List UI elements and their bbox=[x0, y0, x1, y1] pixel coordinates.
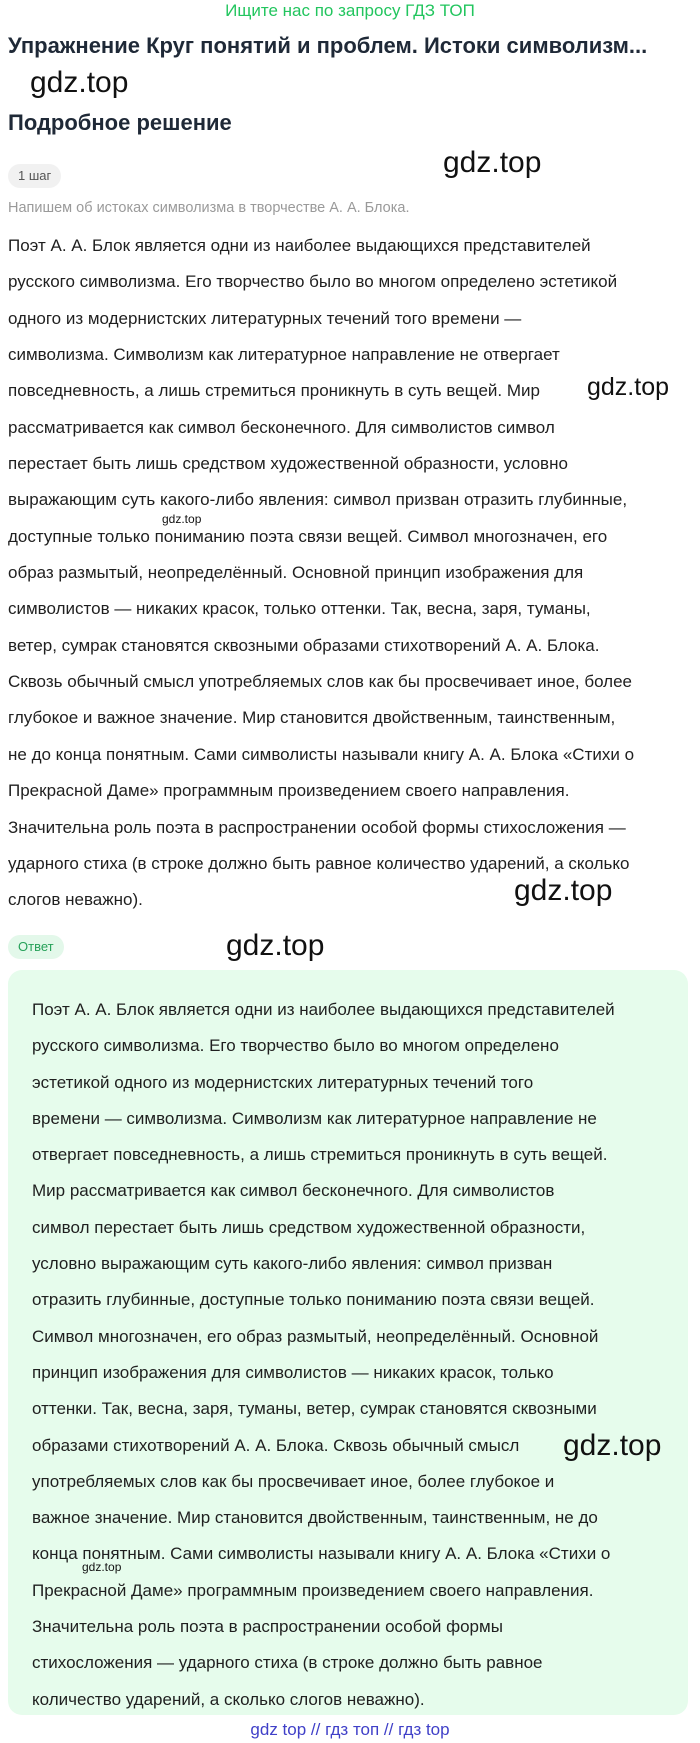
text-line: перестает быть лишь средством художественной образности, условно bbox=[8, 454, 568, 474]
text-line: оттенки. Так, весна, заря, туманы, ветер, сумрак становятся сквозными bbox=[32, 1399, 597, 1419]
watermark: gdz.top bbox=[30, 66, 129, 99]
text-line: образами стихотворений А. А. Блока. Сквозь обычный смысл bbox=[32, 1435, 520, 1455]
text-line: символизма. Символизм как литературное направление не отвергает bbox=[8, 345, 560, 365]
text-line: ударного стиха (в строке должно быть равное количество ударений, а сколько bbox=[8, 853, 630, 873]
text-line: количество ударений, а сколько слогов неважно). bbox=[32, 1689, 425, 1709]
text-line: эстетикой одного из модернистских литературных течений того bbox=[32, 1072, 534, 1092]
text-line: символистов — никаких красок, только оттенки. Так, весна, заря, туманы, bbox=[8, 599, 591, 619]
solution-text bbox=[8, 228, 698, 919]
watermark: gdz.top bbox=[443, 146, 542, 179]
text-line: отвергает повседневность, а лишь стремиться проникнуть в суть вещей. bbox=[32, 1145, 608, 1165]
watermark: gdz.top bbox=[514, 874, 613, 907]
text-line: Прекрасной Даме» программным произведением своего направления. bbox=[32, 1580, 594, 1600]
answer-text bbox=[32, 992, 672, 1718]
watermark: gdz.top bbox=[162, 512, 202, 526]
text-line: слогов неважно). bbox=[8, 890, 143, 910]
text-line: не до конца понятным. Сами символисты называли книгу А. А. Блока «Стихи о bbox=[8, 744, 635, 764]
text-line: важное значение. Мир становится двойственным, таинственным, не до bbox=[32, 1508, 598, 1528]
footer-links: gdz top // гдз топ // гдз top bbox=[250, 1720, 450, 1739]
top-banner: Ищите нас по запросу ГДЗ ТОП bbox=[225, 1, 475, 20]
text-line: Значительна роль поэта в распространении особой формы bbox=[32, 1617, 503, 1637]
text-line: доступные только пониманию поэта связи вещей. Символ многозначен, его bbox=[8, 526, 608, 546]
text-line: Поэт А. А. Блок является одни из наиболее выдающихся представителей bbox=[32, 1000, 615, 1019]
text-line: символ перестает быть лишь средством художественной образности, bbox=[32, 1217, 586, 1237]
step-hint: Напишем об истоках символизма в творчестве А. А. Блока. bbox=[8, 200, 410, 216]
text-line: выражающим суть какого-либо явления: символ призван отразить глубинные, bbox=[8, 490, 628, 510]
page-title: Упражнение Круг понятий и проблем. Истоки символизм... bbox=[8, 33, 648, 58]
text-line: повседневность, а лишь стремиться проникнуть в суть вещей. Мир bbox=[8, 381, 540, 401]
text-line: отразить глубинные, доступные только пониманию поэта связи вещей. bbox=[32, 1290, 595, 1310]
text-line: русского символизма. Его творчество было во многом определено bbox=[32, 1036, 559, 1056]
text-line: образ размытый, неопределённый. Основной принцип изображения для bbox=[8, 563, 584, 583]
text-line: Поэт А. А. Блок является одни из наиболее выдающихся представителей bbox=[8, 236, 591, 255]
text-line: Символ многозначен, его образ размытый, неопределённый. Основной bbox=[32, 1326, 599, 1346]
solution-heading: Подробное решение bbox=[8, 110, 232, 135]
text-line: рассматривается как символ бесконечного. Для символистов символ bbox=[8, 417, 555, 437]
text-line: Сквозь обычный смысл употребляемых слов как бы просвечивает иное, более bbox=[8, 672, 633, 692]
text-line: принцип изображения для символистов — никаких красок, только bbox=[32, 1362, 554, 1382]
text-line: глубокое и важное значение. Мир становится двойственным, таинственным, bbox=[8, 708, 616, 728]
text-line: времени — символизма. Символизм как литературное направление не bbox=[32, 1108, 597, 1128]
text-line: ветер, сумрак становятся сквозными образами стихотворений А. А. Блока. bbox=[8, 635, 600, 655]
watermark: gdz.top bbox=[587, 373, 670, 401]
answer-badge: Ответ bbox=[8, 935, 64, 959]
text-line: одного из модернистских литературных течений того времени — bbox=[8, 308, 522, 328]
text-line: Мир рассматривается как символ бесконечного. Для символистов bbox=[32, 1181, 555, 1201]
text-line: стихосложения — ударного стиха (в строке должно быть равное bbox=[32, 1653, 543, 1673]
text-line: употребляемых слов как бы просвечивает иное, более глубокое и bbox=[32, 1471, 555, 1491]
text-line: русского символизма. Его творчество было во многом определено эстетикой bbox=[8, 272, 618, 292]
text-line: конца понятным. Сами символисты называли книгу А. А. Блока «Стихи о bbox=[32, 1544, 611, 1564]
text-line: условно выражающим суть какого-либо явления: символ призван bbox=[32, 1254, 553, 1274]
step-badge: 1 шаг bbox=[8, 164, 61, 188]
watermark: gdz.top bbox=[226, 929, 325, 962]
text-line: Значительна роль поэта в распространении особой формы стихосложения — bbox=[8, 817, 626, 837]
watermark: gdz.top bbox=[563, 1429, 662, 1462]
watermark: gdz.top bbox=[82, 1560, 122, 1574]
text-line: Прекрасной Даме» программным произведением своего направления. bbox=[8, 781, 570, 801]
